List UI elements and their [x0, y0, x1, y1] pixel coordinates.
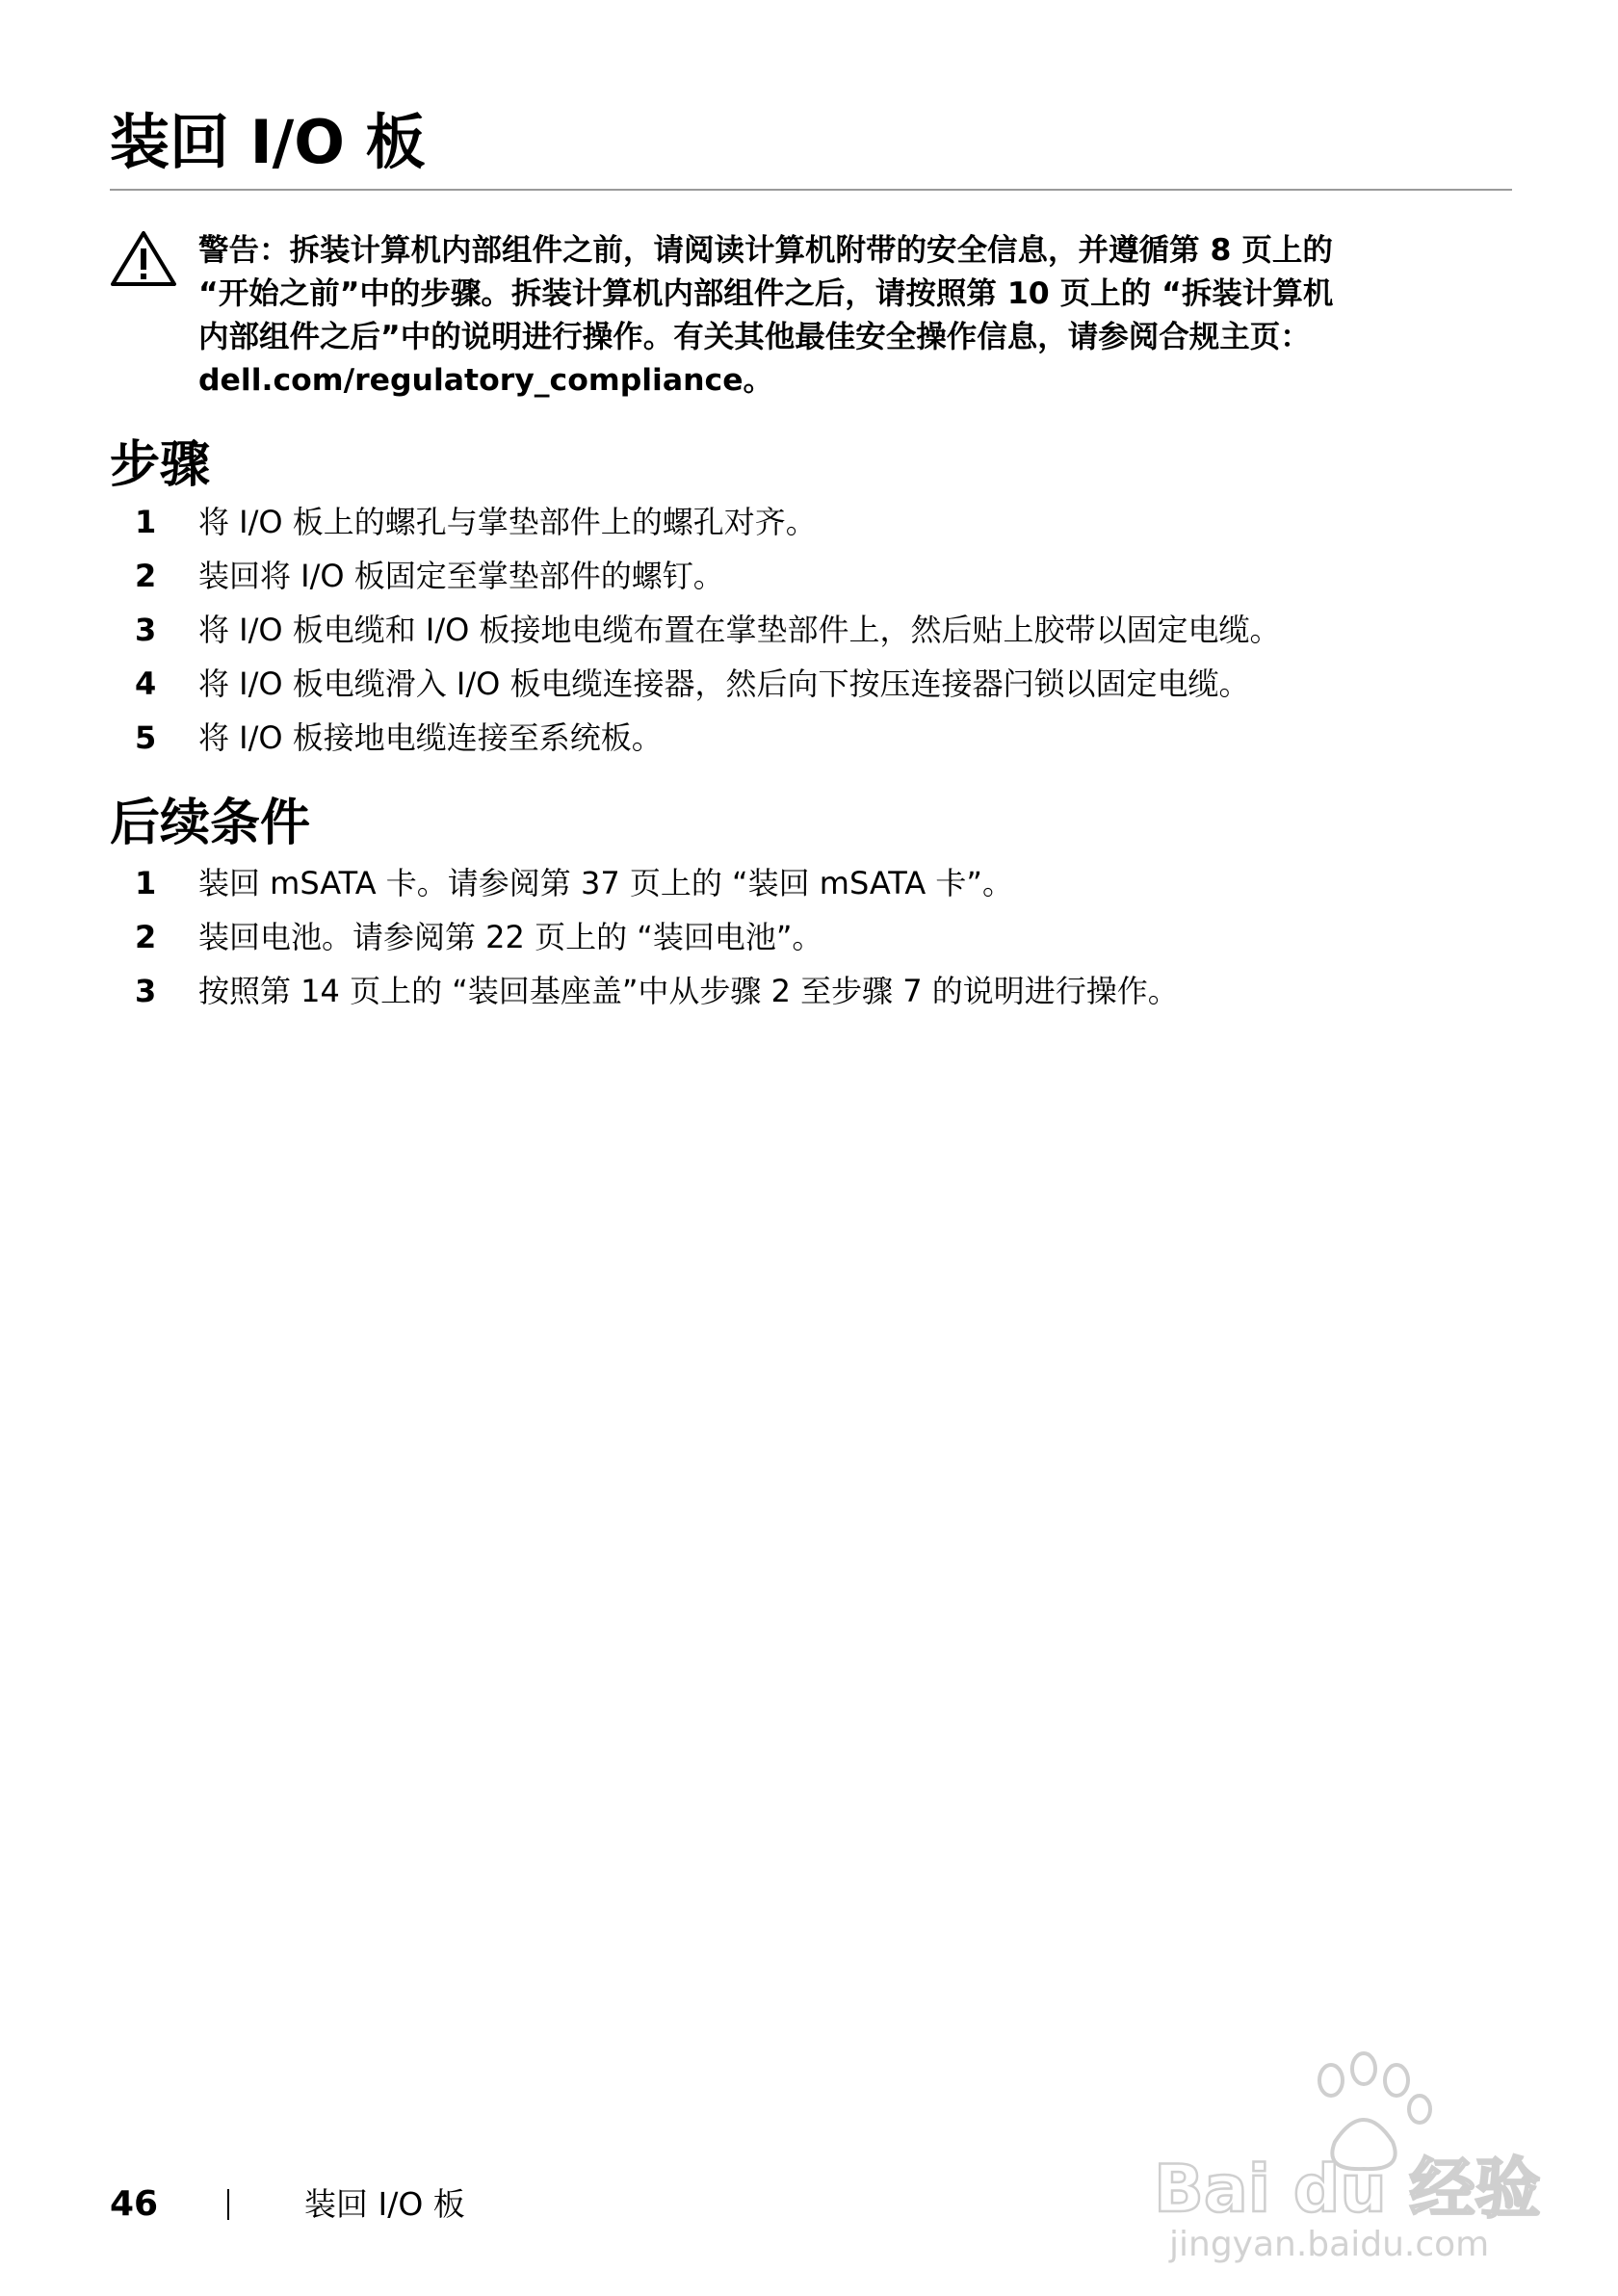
- baidu-jingyan-watermark: [1152, 2042, 1556, 2263]
- procedure-steps-list: [110, 501, 1512, 770]
- procedure-heading: 步骤: [110, 436, 211, 494]
- footer-title: 装回 I/O 板: [304, 2185, 465, 2223]
- step-number: 2: [135, 919, 157, 955]
- postrequisites-steps-list: [110, 862, 1512, 1024]
- watermark-url-text: jingyan.baidu.com: [1169, 2225, 1490, 2263]
- warning-triangle-icon: [110, 229, 177, 287]
- step-number: 1: [135, 865, 157, 901]
- warning-line: “开始之前”中的步骤。拆装计算机内部组件之后，请按照第 10 页上的 “拆装计算机: [198, 276, 1334, 311]
- postrequisite-step: [110, 970, 1512, 1024]
- warning-line: dell.com/regulatory_compliance。: [198, 363, 774, 398]
- step-text: 将 I/O 板接地电缆连接至系统板。: [198, 719, 663, 756]
- procedure-step: [110, 609, 1512, 663]
- step-text: 装回将 I/O 板固定至掌垫部件的螺钉。: [198, 558, 724, 594]
- page-footer: [110, 2181, 977, 2228]
- step-number: 1: [135, 504, 157, 540]
- warning-line: 内部组件之后”中的说明进行操作。有关其他最佳安全操作信息，请参阅合规主页：: [198, 320, 1311, 354]
- step-number: 3: [135, 973, 157, 1009]
- procedure-step: [110, 501, 1512, 555]
- step-text: 将 I/O 板上的螺孔与掌垫部件上的螺孔对齐。: [198, 504, 817, 540]
- step-text: 按照第 14 页上的 “装回基座盖”中从步骤 2 至步骤 7 的说明进行操作。: [198, 973, 1179, 1009]
- procedure-step: [110, 717, 1512, 770]
- procedure-step: [110, 555, 1512, 609]
- title-divider: [110, 189, 1512, 191]
- page-title: 装回 I/O 板: [110, 107, 426, 177]
- step-number: 5: [135, 719, 157, 756]
- step-number: 4: [135, 665, 157, 702]
- footer-separator: [227, 2189, 229, 2220]
- step-number: 3: [135, 612, 157, 648]
- warning-line: 警告：拆装计算机内部组件之前，请阅读计算机附带的安全信息，并遵循第 8 页上的: [198, 233, 1333, 268]
- postrequisite-step: [110, 862, 1512, 916]
- step-number: 2: [135, 558, 157, 594]
- warning-text: [198, 229, 1527, 403]
- step-text: 将 I/O 板电缆和 I/O 板接地电缆布置在掌垫部件上，然后贴上胶带以固定电缆。: [198, 612, 1281, 648]
- procedure-step: [110, 663, 1512, 717]
- postrequisite-step: [110, 916, 1512, 970]
- postrequisites-heading: 后续条件: [110, 795, 311, 852]
- step-text: 装回电池。请参阅第 22 页上的 “装回电池”。: [198, 919, 823, 955]
- footer-page-number: 46: [110, 2184, 159, 2224]
- watermark-brand-text: Bai du 经验: [1154, 2152, 1541, 2228]
- step-text: 装回 mSATA 卡。请参阅第 37 页上的 “装回 mSATA 卡”。: [198, 865, 1013, 901]
- step-text: 将 I/O 板电缆滑入 I/O 板电缆连接器，然后向下按压连接器闩锁以固定电缆。: [198, 665, 1250, 702]
